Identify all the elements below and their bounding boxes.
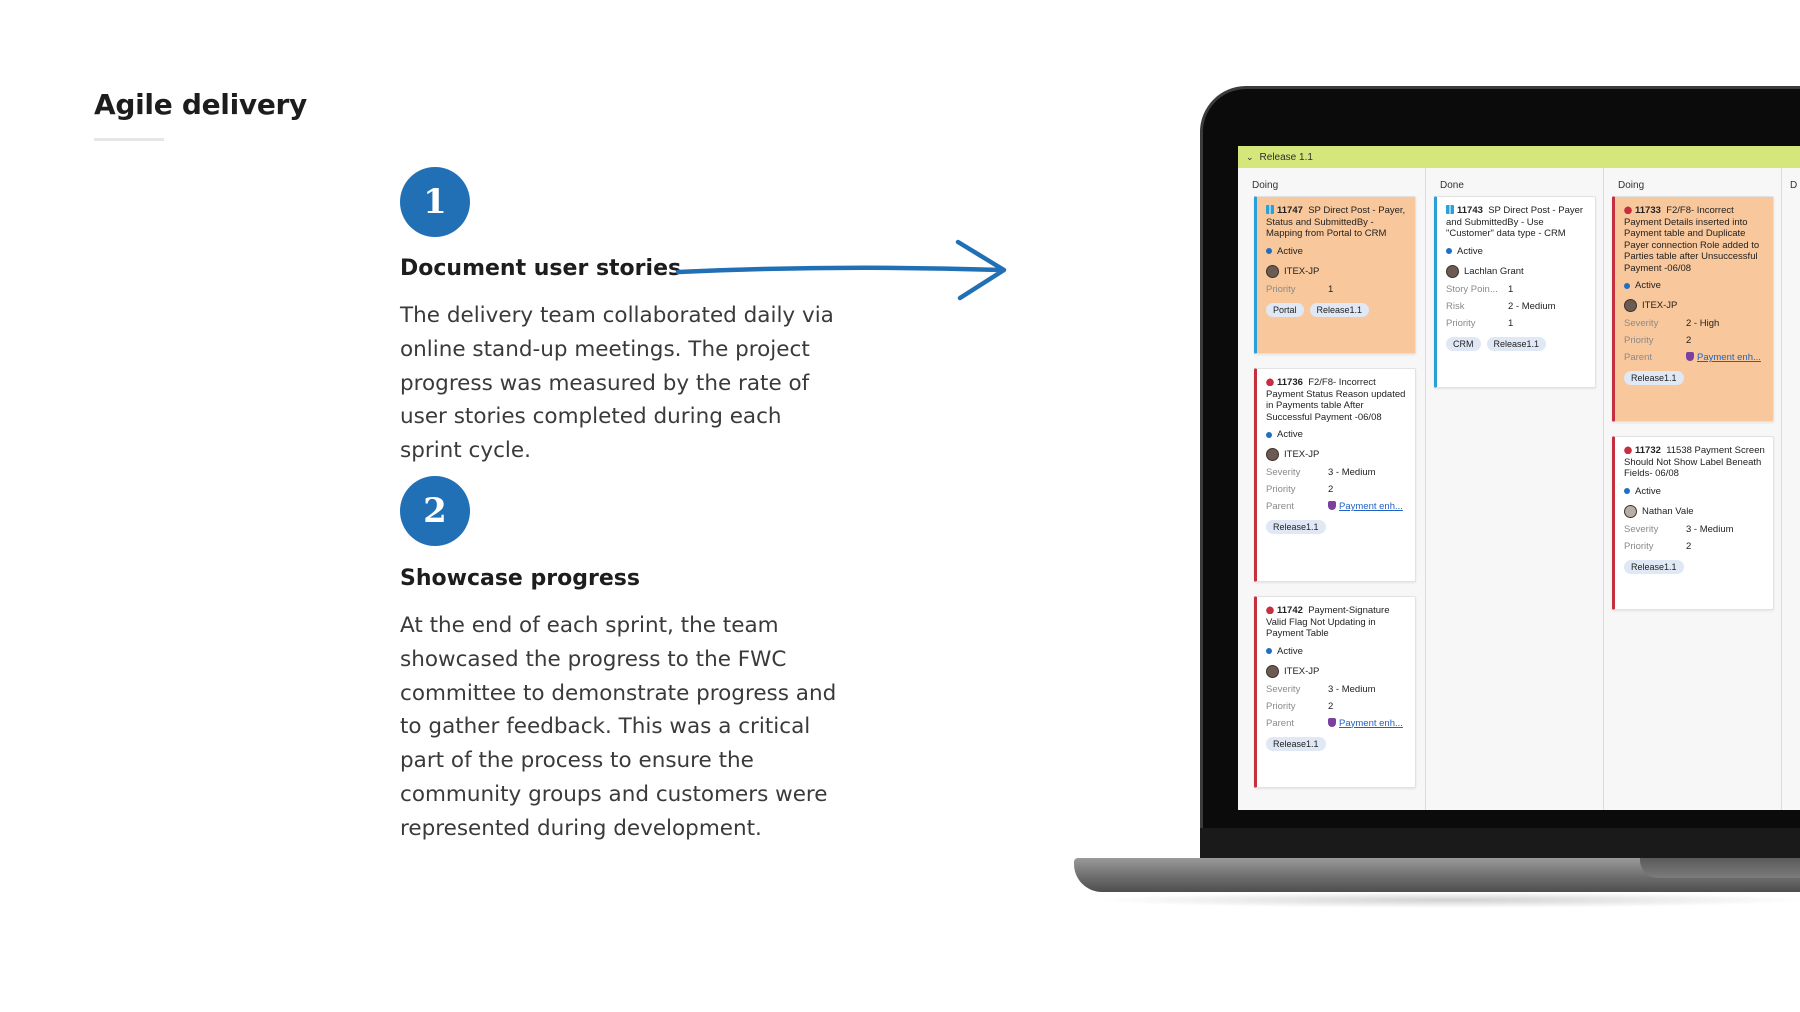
- card-title[interactable]: [1266, 377, 1407, 423]
- step-2-heading: Showcase progress: [400, 566, 640, 591]
- tag[interactable]: Portal: [1266, 303, 1304, 317]
- step-1-body: The delivery team collaborated daily via online stand-up meetings. The project progress was measured by the rate of user stories completed during each sprint cycle.: [400, 303, 834, 464]
- bug-icon: [1624, 445, 1632, 454]
- card-title[interactable]: [1266, 605, 1407, 640]
- column-title: Doing: [1252, 180, 1279, 191]
- card-assignee: Lachlan Grant: [1446, 265, 1587, 278]
- card-field: Parent Payment enh...: [1266, 717, 1403, 729]
- card-tags: [1624, 371, 1765, 385]
- tag[interactable]: CRM: [1446, 337, 1481, 351]
- card-field: Parent Payment enh...: [1266, 501, 1403, 512]
- state-dot-icon: [1624, 283, 1630, 289]
- avatar: [1266, 265, 1279, 278]
- state-dot-icon: [1266, 432, 1272, 438]
- card-title[interactable]: [1266, 205, 1407, 240]
- card-field: Priority 2: [1266, 484, 1334, 495]
- card-title-text: F2/F8- Incorrect Payment Status Reason updated in Payments table After Successful Payment -06/08: [1266, 377, 1406, 423]
- card-state: Active: [1266, 429, 1407, 440]
- parent-link[interactable]: Payment enh...: [1339, 501, 1403, 512]
- card-id: 11743: [1457, 205, 1483, 216]
- state-dot-icon: [1266, 248, 1272, 254]
- card-id: 11732: [1635, 445, 1661, 456]
- parent-link[interactable]: Payment enh...: [1339, 717, 1403, 729]
- bug-icon: [1266, 377, 1274, 386]
- tag[interactable]: Release1.1: [1487, 337, 1547, 351]
- card-field: Priority 2: [1624, 335, 1692, 346]
- card-title[interactable]: [1446, 205, 1587, 240]
- card-assignee: ITEX-JP: [1266, 448, 1407, 461]
- work-item-card[interactable]: [1254, 368, 1416, 582]
- bug-icon: [1266, 605, 1274, 614]
- work-item-card[interactable]: [1254, 196, 1416, 354]
- laptop-bezel: [1200, 828, 1800, 860]
- avatar: [1266, 448, 1279, 461]
- laptop-shadow: [1090, 892, 1800, 908]
- bug-icon: [1624, 205, 1632, 214]
- work-item-card[interactable]: [1434, 196, 1596, 388]
- arrow-icon: [676, 236, 1010, 304]
- board-column-doing: [1238, 168, 1426, 810]
- card-tags: [1446, 337, 1587, 351]
- step-2-badge: 2: [400, 476, 470, 546]
- column-title: Doing: [1618, 180, 1645, 191]
- card-title[interactable]: [1624, 205, 1765, 274]
- card-assignee: ITEX-JP: [1266, 265, 1407, 278]
- card-tags: [1266, 737, 1407, 751]
- card-field: Priority 2: [1624, 540, 1692, 552]
- parent-link[interactable]: Payment enh...: [1697, 352, 1761, 363]
- card-field: Severity 3 - Medium: [1266, 467, 1376, 478]
- release-label: Release 1.1: [1259, 151, 1313, 163]
- trophy-icon: [1686, 352, 1694, 361]
- card-id: 11742: [1277, 605, 1303, 616]
- card-field: Story Poin... 1: [1446, 283, 1514, 295]
- card-field: Severity 3 - Medium: [1624, 523, 1734, 535]
- card-field: Priority 2: [1266, 700, 1334, 712]
- work-item-card[interactable]: [1254, 596, 1416, 788]
- page-title: Agile delivery: [94, 88, 307, 121]
- board-column-done: [1426, 168, 1604, 810]
- trophy-icon: [1328, 718, 1336, 727]
- avatar: [1266, 665, 1279, 678]
- card-field: Risk 2 - Medium: [1446, 300, 1556, 312]
- avatar: [1624, 505, 1637, 518]
- step-2-body: At the end of each sprint, the team showcased the progress to the FWC committee to demonstrate progress and to gather feedback. This was a critical part of the process to ensure the community groups and customers were represented during development.: [400, 613, 837, 841]
- step-1-heading: Document user stories: [400, 256, 682, 281]
- card-tags: [1266, 520, 1407, 534]
- card-tags: [1266, 303, 1407, 317]
- card-field: Severity 3 - Medium: [1266, 683, 1376, 695]
- card-field: Priority 1: [1446, 317, 1514, 329]
- board-column-doing: [1604, 168, 1782, 810]
- title-underline: [94, 138, 164, 141]
- tag[interactable]: Release1.1: [1624, 371, 1684, 385]
- card-field: Parent Payment enh...: [1624, 352, 1761, 363]
- card-state: Active: [1624, 486, 1765, 497]
- tag[interactable]: Release1.1: [1624, 560, 1684, 574]
- card-state: Active: [1266, 246, 1407, 257]
- board-column-partial: [1782, 168, 1800, 810]
- step-1-badge: 1: [400, 167, 470, 237]
- state-dot-icon: [1446, 248, 1452, 254]
- state-dot-icon: [1266, 648, 1272, 654]
- card-title[interactable]: [1624, 445, 1765, 480]
- avatar: [1446, 265, 1459, 278]
- card-title-text: SP Direct Post - Payer and SubmittedBy - Use "Customer" data type - CRM: [1446, 205, 1584, 239]
- card-field: Severity 2 - High: [1624, 318, 1720, 329]
- trophy-icon: [1328, 501, 1336, 510]
- chevron-down-icon[interactable]: ⌄: [1246, 151, 1254, 162]
- card-title-text: F2/F8- Incorrect Payment Details inserted into Payment table and Duplicate Payer connection Role added to Parties table after Unsuccessful Payment -06/08: [1624, 205, 1760, 274]
- tag[interactable]: Release1.1: [1310, 303, 1370, 317]
- work-item-card[interactable]: [1612, 436, 1774, 610]
- tag[interactable]: Release1.1: [1266, 737, 1326, 751]
- column-title: D: [1790, 180, 1798, 191]
- card-state: Active: [1446, 246, 1587, 257]
- laptop-screen: [1238, 146, 1800, 810]
- card-assignee: ITEX-JP: [1266, 665, 1407, 678]
- column-title: Done: [1440, 180, 1464, 191]
- card-id: 11736: [1277, 377, 1303, 388]
- work-item-card[interactable]: [1612, 196, 1774, 422]
- card-title-text: 11538 Payment Screen Should Not Show Label Beneath Fields- 06/08: [1624, 445, 1765, 479]
- card-title-text: SP Direct Post - Payer, Status and SubmittedBy - Mapping from Portal to CRM: [1266, 205, 1406, 239]
- card-id: 11733: [1635, 205, 1661, 216]
- card-assignee: Nathan Vale: [1624, 505, 1765, 518]
- state-dot-icon: [1624, 488, 1630, 494]
- user-story-icon: [1266, 205, 1274, 214]
- card-tags: [1624, 560, 1765, 574]
- card-state: Active: [1624, 280, 1765, 291]
- card-id: 11747: [1277, 205, 1303, 216]
- card-field: Priority 1: [1266, 283, 1334, 295]
- avatar: [1624, 299, 1637, 312]
- card-title-text: Payment-Signature Valid Flag Not Updating in Payment Table: [1266, 605, 1390, 639]
- card-assignee: ITEX-JP: [1624, 299, 1765, 312]
- release-group-header[interactable]: [1238, 146, 1800, 168]
- tag[interactable]: Release1.1: [1266, 520, 1326, 534]
- card-state: Active: [1266, 646, 1407, 657]
- laptop-notch: [1640, 858, 1800, 878]
- user-story-icon: [1446, 205, 1454, 214]
